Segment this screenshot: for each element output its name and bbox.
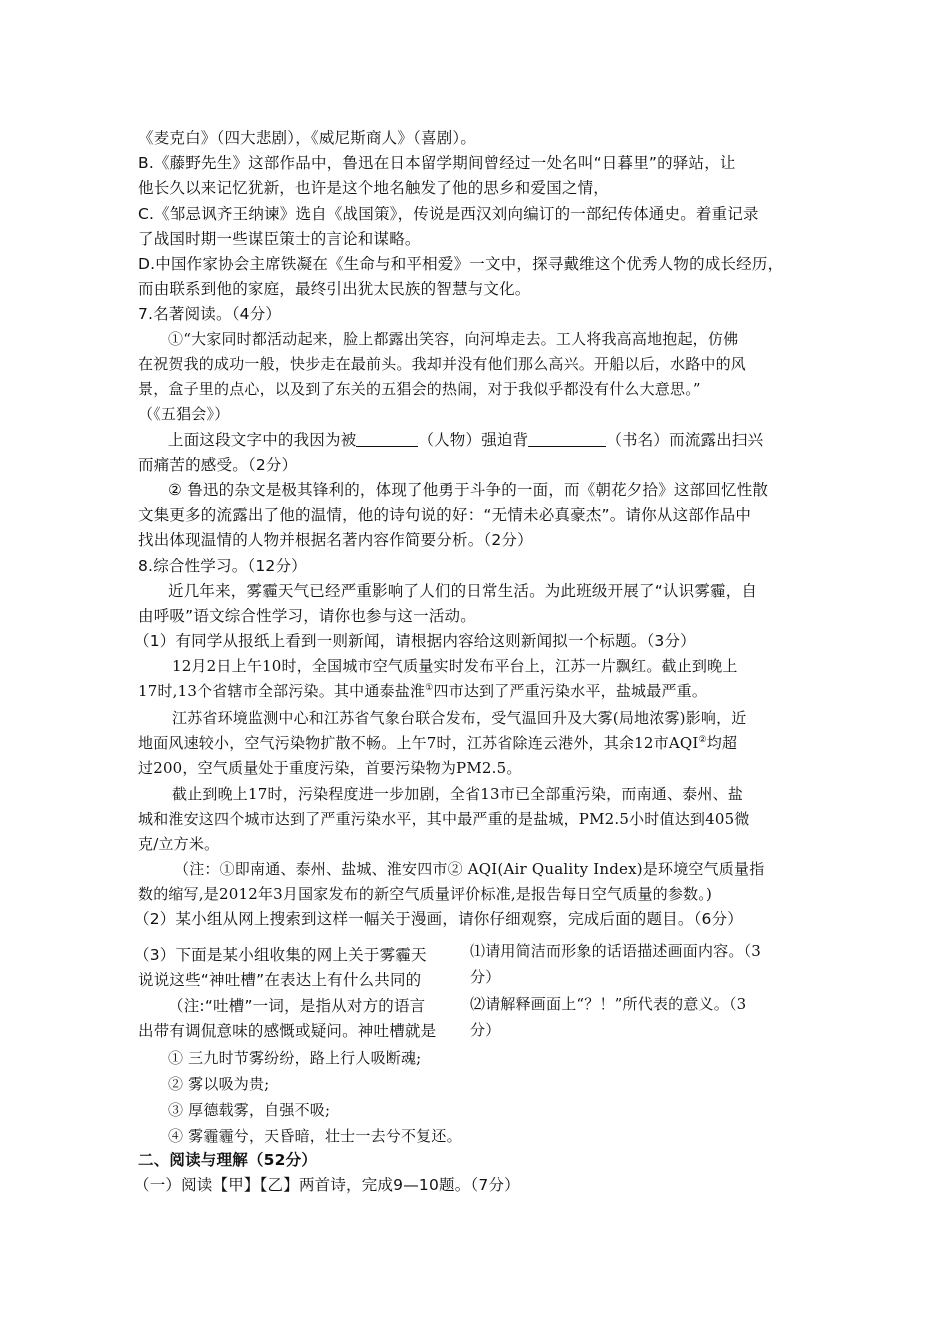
news-line: 12月2日上午10时，全国城市空气质量实时发布平台上，江苏一片飘红。截止到晚上 (172, 657, 738, 675)
option-c-line: C.《邹忌讽齐王纳谏》选自《战国策》，传说是西汉刘向编订的一部纪传体通史。着重记录 (138, 205, 759, 223)
quote-source: （《五猖会》） (138, 405, 230, 423)
quip-line: ① 三九时节雾纷纷，路上行人吸断魂; (168, 1049, 422, 1067)
quip-line: ④ 雾霾霾兮，天昏暗，壮士一去兮不复还。 (168, 1127, 462, 1145)
text-line: 而由联系到他的家庭，最终引出犹太民族的智慧与文化。 (138, 280, 531, 298)
fill-text: （人物）强迫背 (418, 431, 529, 449)
cartoon-question-1: ⑴请用简洁而形象的话语描述画面内容。（3 (470, 942, 762, 960)
sub-question-2: （2）某小组从网上搜索到这样一幅关于漫画，请你仔细观察，完成后面的题目。（6分） (134, 910, 743, 928)
text-line: 出带有调侃意味的感慨或疑问。神吐槽就是 (138, 1022, 437, 1040)
text-line: 说说这些“神吐槽”在表达上有什么共同的 (138, 971, 422, 989)
section-subheading: （一）阅读【甲】【乙】两首诗，完成9—10题。（7分） (134, 1176, 520, 1194)
note-line: 数的缩写,是2012年3月国家发布的新空气质量评价标准,是报告每日空气质量的参数。) (138, 885, 713, 903)
news-line: 过200，空气质量处于重度污染，首要污染物为PM2.5。 (138, 759, 522, 777)
quip-line: ② 雾以吸为贵; (168, 1075, 270, 1093)
quote-line: 景，盒子里的点心，以及到了东关的五猖会的热闹，对于我似乎都没有什么大意思。” (138, 380, 701, 398)
fill-in-line (168, 427, 763, 453)
news-line: 地面风速较小，空气污染物扩散不畅。上午7时，江苏省除连云港外，其余12市AQI②均超 (138, 734, 738, 752)
text-line: 找出体现温情的人物并根据名著内容作简要分析。（2分） (138, 531, 533, 549)
news-line: 城和淮安这四个城市达到了严重污染水平，其中最严重的是盐城，PM2.5小时值达到405微 (138, 810, 750, 828)
text-line: 分） (470, 1021, 501, 1039)
text-line: 《麦克白》（四大悲剧），《威尼斯商人》（喜剧）。 (138, 129, 477, 147)
option-d-line: D.中国作家协会主席铁凝在《生命与和平相爱》一文中，探寻戴维这个优秀人物的成长经历， (138, 255, 784, 273)
news-line: 克/立方米。 (138, 835, 220, 853)
note-line: （注:“吐槽”一词，是指从对方的语言 (168, 997, 426, 1015)
text-line: 近几年来，雾霾天气已经严重影响了人们的日常生活。为此班级开展了“认识雾霾，自 (168, 582, 758, 600)
quote-line: ①“大家同时都活动起来，脸上都露出笑容，向河埠走去。工人将我高高地抱起，仿佛 (168, 330, 739, 348)
question-7-title: 7.名著阅读。（4分） (138, 305, 282, 323)
quip-line: ③ 厚德载雾，自强不吸; (168, 1101, 331, 1119)
text-line: 文集更多的流露出了他的温情，他的诗句说的好：“无情未必真豪杰”。请你从这部作品中 (138, 506, 752, 524)
news-line: 截止到晚上17时，污染程度进一步加剧，全省13市已全部重污染，而南通、泰州、盐 (172, 785, 743, 803)
cartoon-question-2: ⑵请解释画面上“？！”所代表的意义。（3 (470, 995, 747, 1013)
text-line: ② 鲁迅的杂文是极其锋利的，体现了他勇于斗争的一面，而《朝花夕拾》这部回忆性散 (168, 481, 769, 499)
news-line: 17时,13个省辖市全部污染。其中通泰盐淮①四市达到了严重污染水平，盐城最严重。 (138, 682, 708, 700)
note-line: （注：①即南通、泰州、盐城、淮安四市② AQI(Air Quality Index)是环境空气质量指 (174, 860, 765, 878)
answer-blank-person[interactable] (356, 430, 418, 447)
text-line: 而痛苦的感受。（2分） (138, 456, 298, 474)
text-line: 由呼吸”语文综合性学习，请你也参与这一活动。 (138, 607, 476, 625)
sub-question-1: （1）有同学从报纸上看到一则新闻，请根据内容给这则新闻拟一个标题。（3分） (134, 632, 696, 650)
option-b-line: B.《藤野先生》这部作品中，鲁迅在日本留学期间曾经过一处名叫“日暮里”的驿站，让 (138, 154, 736, 172)
text-line: 分） (470, 968, 501, 986)
fill-text: （书名）而流露出扫兴 (606, 431, 764, 449)
question-8-title: 8.综合性学习。（12分） (138, 557, 307, 575)
section-heading: 二、阅读与理解（52分） (138, 1151, 317, 1169)
quote-line: 在祝贺我的成功一般，快步走在最前头。我却并没有他们那么高兴。开船以后，水路中的风 (138, 355, 747, 373)
answer-blank-book[interactable] (528, 430, 606, 447)
news-line: 江苏省环境监测中心和江苏省气象台联合发布，受气温回升及大雾(局地浓雾)影响，近 (172, 709, 747, 727)
text-line: 他长久以来记忆犹新，也许是这个地名触发了他的思乡和爱国之情， (138, 179, 610, 197)
sub-question-3: （3）下面是某小组收集的网上关于雾霾天 (134, 946, 427, 964)
fill-text: 上面这段文字中的我因为被 (168, 431, 357, 449)
text-line: 了战国时期一些谋臣策士的言论和谋略。 (138, 230, 421, 248)
